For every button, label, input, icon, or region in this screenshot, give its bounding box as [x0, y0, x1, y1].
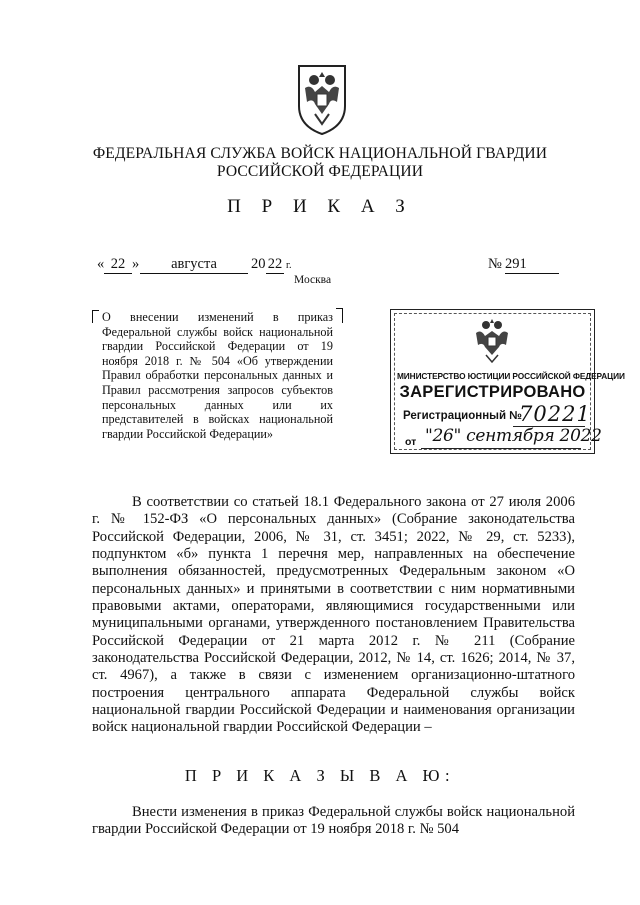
stamp-ministry: МИНИСТЕРСТВО ЮСТИЦИИ РОССИЙСКОЙ ФЕДЕРАЦИИ — [397, 371, 625, 381]
date-month: августа — [140, 256, 248, 274]
subject-bracket-left — [92, 310, 99, 323]
date-open-quote: « — [97, 256, 105, 272]
order-number: 291 — [505, 256, 559, 274]
stamp-registered: ЗАРЕГИСТРИРОВАНО — [399, 383, 586, 401]
preamble-paragraph: В соответствии со статьей 18.1 Федерального закона от 27 июля 2006 г. № 152-ФЗ «О персональных данных» (Собрание законодательства Российской Федерации, 2006, № 31, ст. 3451; 2022, № 29, ст. 5233), подпунктом «б» пункта 1 перечня мер, направленных на обеспечение выполнения обязанностей, предусмотренных Федеральным законом «О персональных данных» и принятыми в соответствии с ним нормативными правовыми актами, операторами, являющимися государственными или муниципальными органами, утвержденного постановлением Правительства Российской Федерации от 21 марта 2012 г. № 211 (Собрание законодательства Российской Федерации, 2012, № 14, ст. 1626; 2014, № 37, ст. 4967), а также в связи с изменением организационно-штатного построения центрального аппарата Федеральной службы войск национальной гвардии Российской Федерации и наименования организации войск национальной гвардии Российской Федерации – — [92, 494, 575, 736]
subject-bracket-right — [336, 308, 343, 323]
order-number-label: № — [488, 256, 502, 272]
date-day: 22 — [104, 256, 132, 274]
stamp-reg-number: 70221 — [519, 402, 591, 426]
russian-coat-of-arms-icon — [293, 62, 351, 136]
date-year-suffix: 22 — [267, 256, 283, 272]
registration-stamp — [390, 309, 625, 454]
stamp-reg-number-label: Регистрационный № — [403, 410, 523, 422]
date-year-label: г. — [286, 260, 292, 271]
order-subject: О внесении изменений в приказ Федеральной службы войск национальной гвардии Российской Федерации от 19 ноября 2018 г. № 504 «Об утверждении Правил обработки персональных данных и Правил рассмотрения запросов субъектов персональных данных или их представителей в войсках национальной гвардии Российской Федерации» — [102, 310, 333, 441]
stamp-date-label: от — [405, 436, 417, 448]
city: Москва — [294, 274, 332, 286]
organization-name-line1: ФЕДЕРАЛЬНАЯ СЛУЖБА ВОЙСК НАЦИОНАЛЬНОЙ ГВАРДИИ — [92, 145, 548, 162]
order-word: П Р И К А З Ы В А Ю: — [184, 766, 456, 785]
order-item-paragraph: Внести изменения в приказ Федеральной службы войск национальной гвардии Российской Федерации от 19 ноября 2018 г. № 504 — [92, 804, 575, 838]
document-type-title: П Р И К А З — [227, 196, 413, 217]
date-close-quote: » — [132, 256, 140, 272]
stamp-coat-of-arms-icon — [473, 317, 511, 363]
date-year-prefix: 20 — [251, 256, 266, 272]
organization-name-line2: РОССИЙСКОЙ ФЕДЕРАЦИИ — [216, 163, 424, 180]
stamp-date: "26" сентября 2022 — [425, 426, 602, 446]
stamp-date-underline — [421, 448, 581, 449]
